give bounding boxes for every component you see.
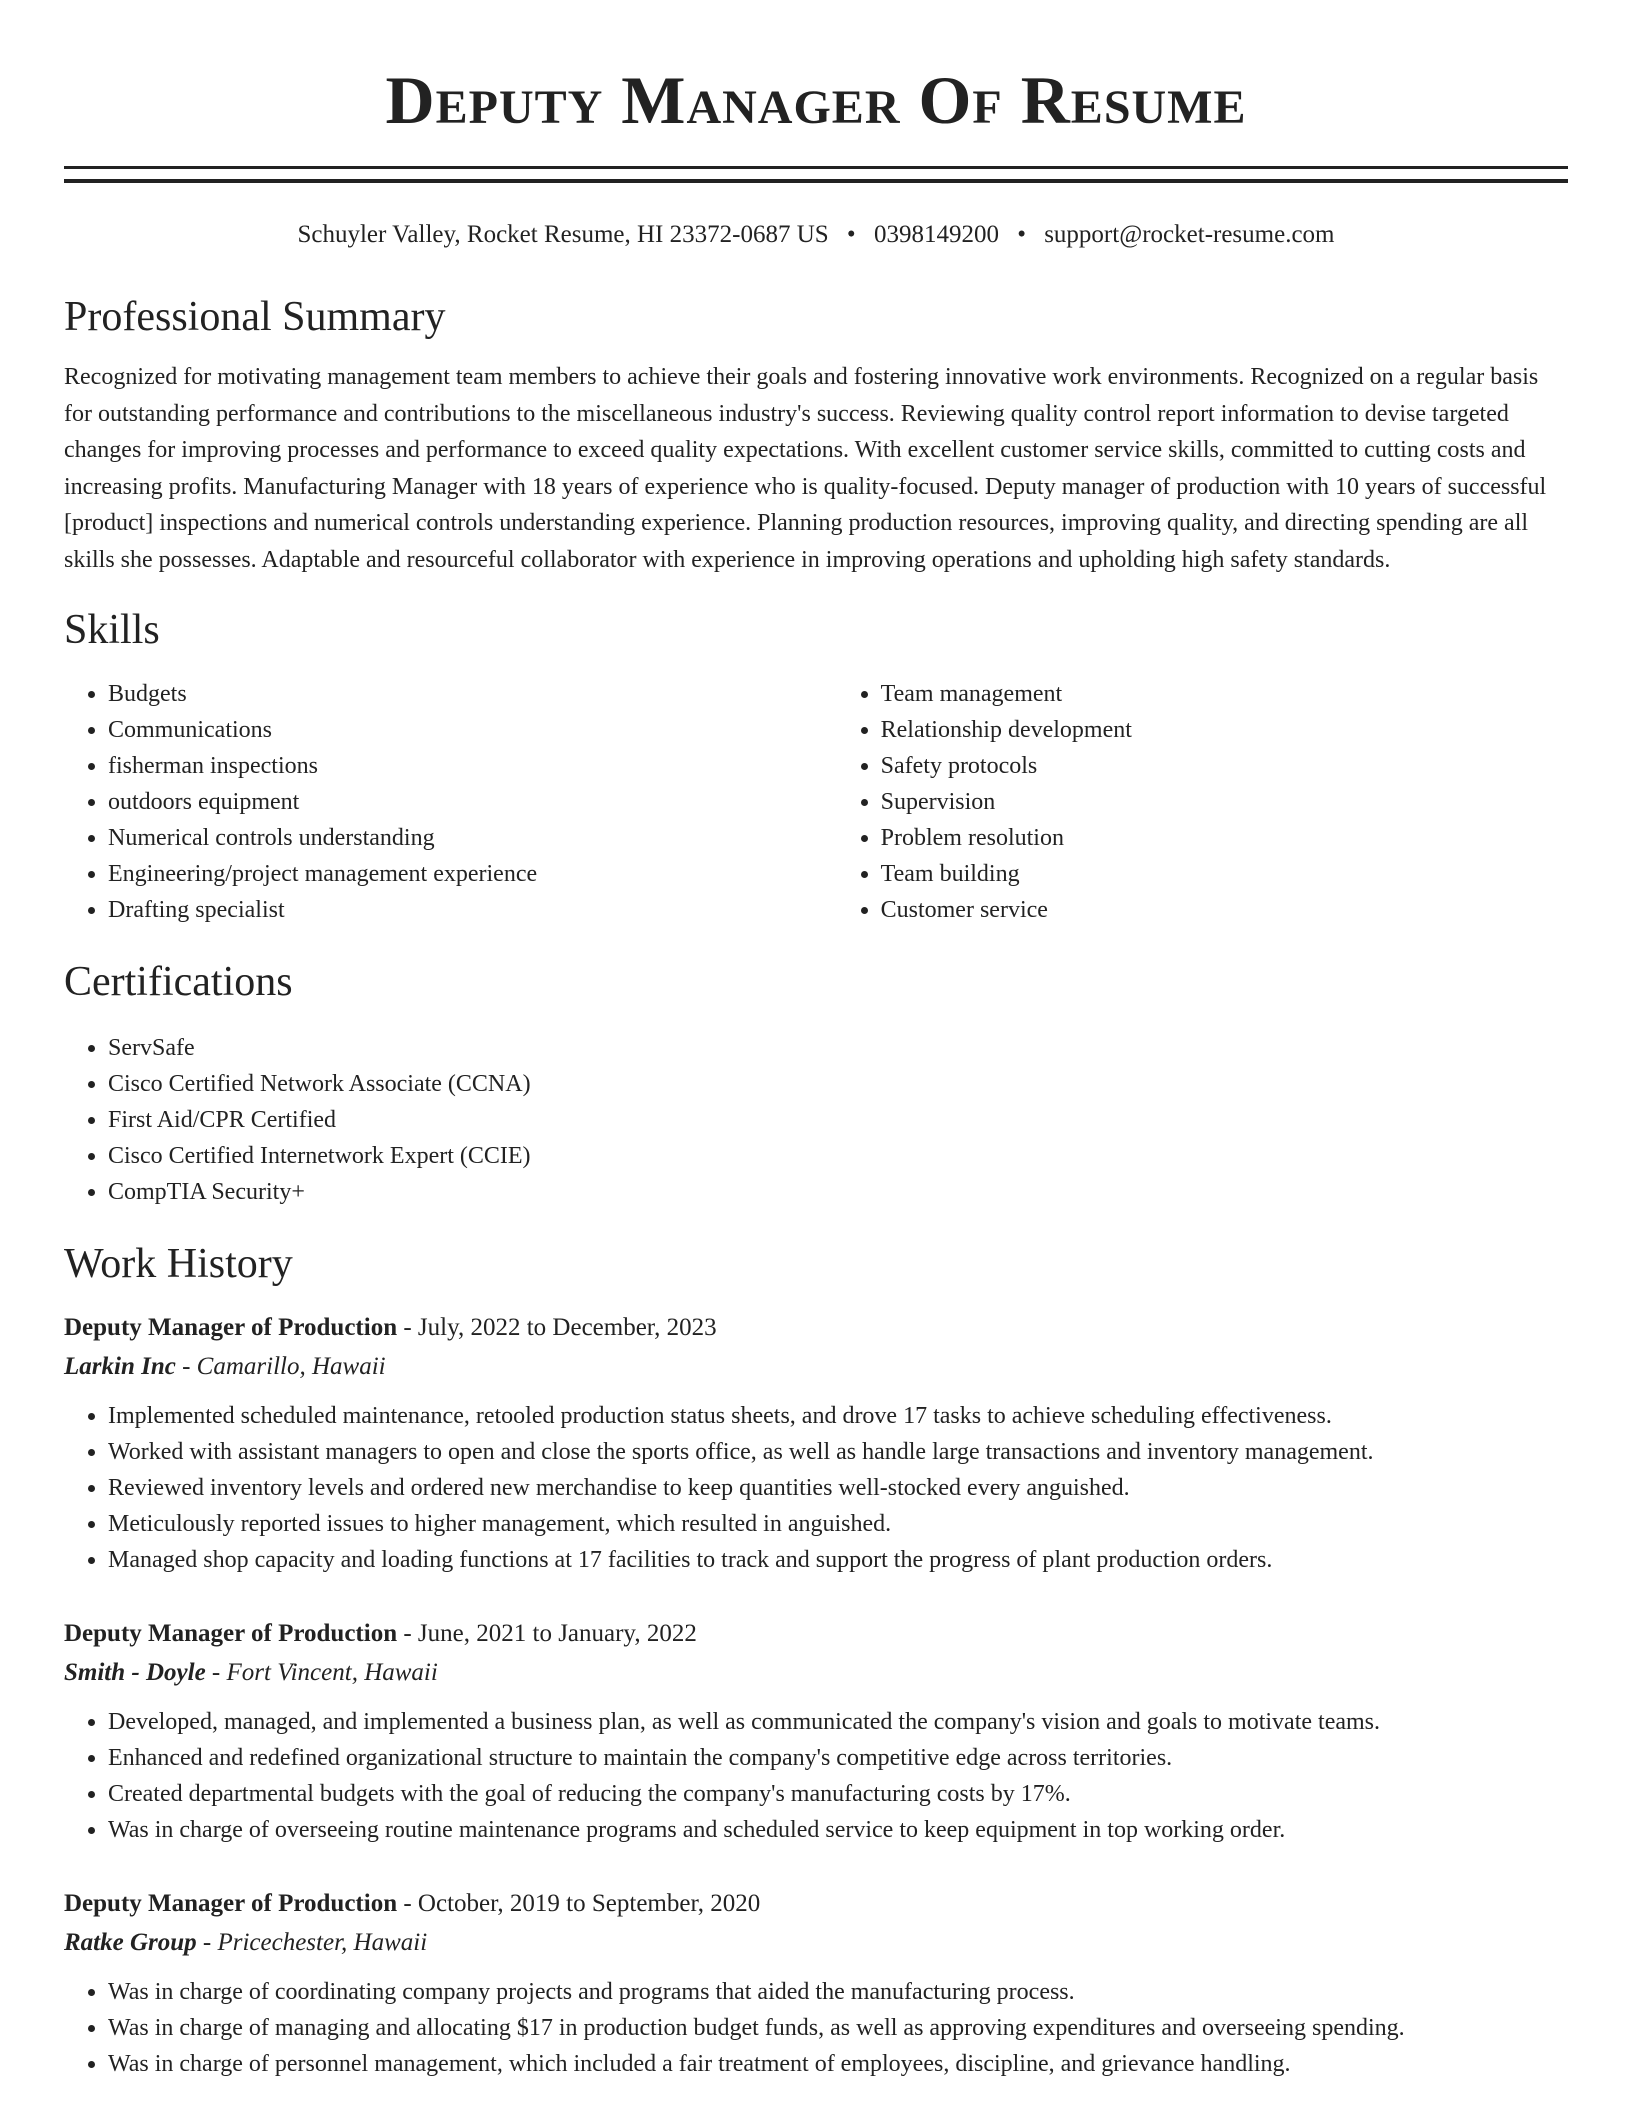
job-entry: [64, 1614, 1568, 1848]
skills-list: [64, 676, 1568, 928]
skill-item: • outdoors equipment: [108, 784, 837, 820]
job-role: Deputy Manager of Production: [64, 1890, 398, 1917]
skill-item: • Engineering/project management experience: [108, 856, 837, 892]
contact-line: [64, 219, 1568, 251]
skill-item: • Drafting specialist: [108, 892, 837, 928]
job-location: - Pricechester, Hawaii: [196, 1929, 428, 1956]
job-company-line: [64, 1654, 1568, 1692]
certification-item: • ServSafe: [108, 1030, 1568, 1066]
job-bullet: • Enhanced and redefined organizational structure to maintain the company's competitive edge across territories.: [108, 1740, 1568, 1776]
job-company: Ratke Group: [64, 1929, 197, 1956]
contact-email: support@rocket-resume.com: [1044, 221, 1335, 248]
job-role: Deputy Manager of Production: [64, 1620, 398, 1647]
skill-item: • fisherman inspections: [108, 748, 837, 784]
job-location: - Camarillo, Hawaii: [175, 1353, 386, 1380]
skill-item: • Relationship development: [881, 712, 1568, 748]
job-title-line: [64, 1614, 1568, 1654]
job-bullet: • Was in charge of coordinating company projects and programs that aided the manufacturing process.: [108, 1974, 1568, 2010]
job-bullet: • Created departmental budgets with the goal of reducing the company's manufacturing costs by 17%.: [108, 1776, 1568, 1812]
skill-item: • Team building: [881, 856, 1568, 892]
job-dates: - July, 2022 to December, 2023: [397, 1314, 717, 1341]
skill-item: • Communications: [108, 712, 837, 748]
job-title-line: [64, 1884, 1568, 1924]
skills-heading: Skills: [64, 607, 160, 653]
job-bullet: • Was in charge of managing and allocating $17 in production budget funds, as well as approving expenditures and overseeing spending.: [108, 2010, 1568, 2046]
job-entry: [64, 1308, 1568, 1578]
certifications-list: [64, 1030, 1568, 1210]
contact-separator: •: [846, 221, 856, 248]
skill-item: • Supervision: [881, 784, 1568, 820]
work-history-heading: Work History: [64, 1241, 293, 1287]
contact-separator: •: [1017, 221, 1026, 248]
skill-item: • Problem resolution: [881, 820, 1568, 856]
title-double-rule: [64, 166, 1568, 183]
job-dates: - October, 2019 to September, 2020: [397, 1890, 761, 1917]
job-bullet: • Worked with assistant managers to open and close the sports office, as well as handle large transactions and inventory management.: [108, 1434, 1568, 1470]
skill-item: • Budgets: [108, 676, 837, 712]
job-bullet: • Managed shop capacity and loading functions at 17 facilities to track and support the progress of plant production orders.: [108, 1542, 1568, 1578]
skill-item: • Customer service: [881, 892, 1568, 928]
skills-left-column: [64, 676, 837, 928]
skill-item: • Team management: [881, 676, 1568, 712]
job-bullet: • Meticulously reported issues to higher management, which resulted in anguished.: [108, 1506, 1568, 1542]
certification-item: • Cisco Certified Internetwork Expert (CCIE): [108, 1138, 1568, 1174]
job-bullets: [64, 1974, 1568, 2082]
job-bullet: • Reviewed inventory levels and ordered new merchandise to keep quantities well-stocked every anguished.: [108, 1470, 1568, 1506]
resume-title: Deputy Manager Of Resume: [385, 62, 1247, 138]
job-company-line: [64, 1924, 1568, 1962]
certification-item: • Cisco Certified Network Associate (CCNA): [108, 1066, 1568, 1102]
job-bullet: • Developed, managed, and implemented a business plan, as well as communicated the company's vision and goals to motivate teams.: [108, 1704, 1568, 1740]
job-location: - Fort Vincent, Hawaii: [205, 1659, 438, 1686]
contact-address: Schuyler Valley, Rocket Resume, HI 23372-0687 US: [297, 221, 829, 248]
job-role: Deputy Manager of Production: [64, 1314, 398, 1341]
job-company-line: [64, 1348, 1568, 1386]
certifications-heading: Certifications: [64, 959, 293, 1005]
job-entry: [64, 1884, 1568, 2082]
resume-page: [64, 0, 1568, 2082]
certification-item: • First Aid/CPR Certified: [108, 1102, 1568, 1138]
summary-heading: Professional Summary: [64, 294, 446, 340]
job-bullet: • Was in charge of overseeing routine maintenance programs and scheduled service to keep equipment in top working order.: [108, 1812, 1568, 1848]
job-dates: - June, 2021 to January, 2022: [397, 1620, 697, 1647]
contact-phone: 0398149200: [873, 221, 999, 248]
job-title-line: [64, 1308, 1568, 1348]
job-bullet: • Was in charge of personnel management, which included a fair treatment of employees, discipline, and grievance handling.: [108, 2046, 1568, 2082]
job-bullet: • Implemented scheduled maintenance, retooled production status sheets, and drove 17 tasks to achieve scheduling effectiveness.: [108, 1398, 1568, 1434]
job-company: Smith - Doyle: [64, 1659, 206, 1686]
job-bullets: [64, 1398, 1568, 1578]
skill-item: • Safety protocols: [881, 748, 1568, 784]
summary-text: Recognized for motivating management team members to achieve their goals and fostering innovative work environments. Recognized on a regular basis for outstanding performance and contributions to the miscellaneous industry's success. Reviewing quality control report information to devise targeted changes for improving processes and performance to exceed quality expectations. With excellent customer service skills, committed to cutting costs and increasing profits. Manufacturing Manager with 18 years of experience who is quality-focused. Deputy manager of production with 10 years of successful [product] inspections and numerical controls understanding experience. Planning production resources, improving quality, and directing spending are all skills she possesses. Adaptable and resourceful collaborator with experience in improving operations and upholding high safety standards.: [64, 364, 1547, 573]
skill-item: • Numerical controls understanding: [108, 820, 837, 856]
skills-right-column: [837, 676, 1568, 928]
job-company: Larkin Inc: [64, 1353, 176, 1380]
certification-item: • CompTIA Security+: [108, 1174, 1568, 1210]
job-bullets: [64, 1704, 1568, 1848]
